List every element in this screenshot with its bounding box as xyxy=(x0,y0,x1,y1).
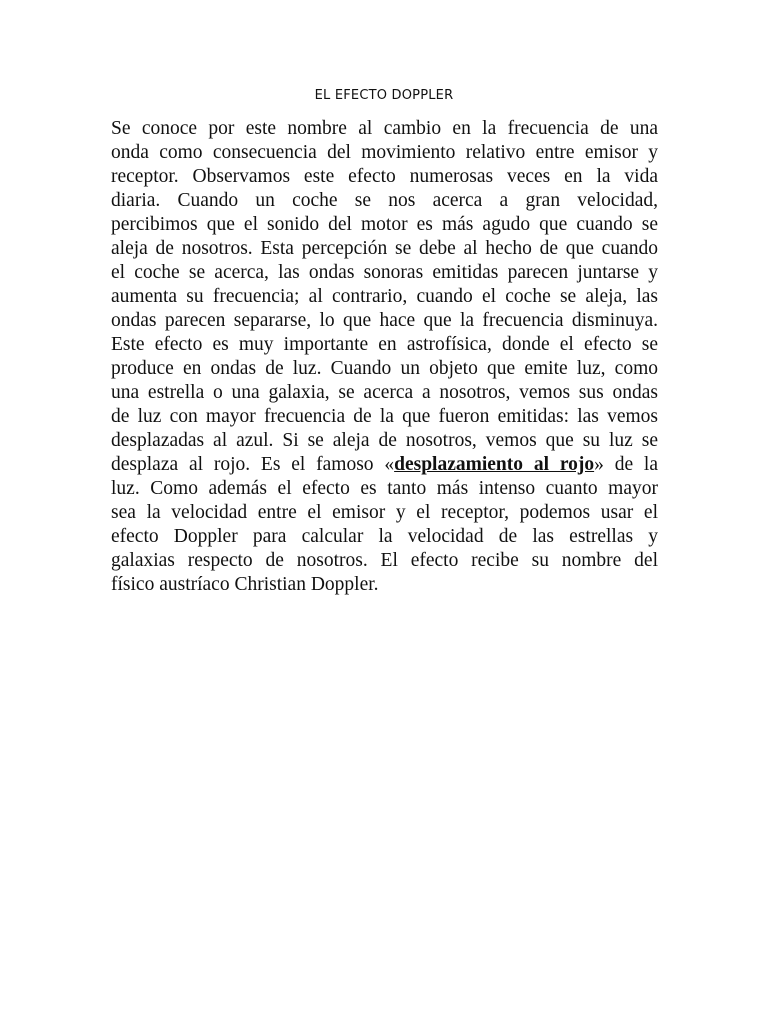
paragraph-line: ondas parecen separarse, lo que hace que la frecuencia disminuya. xyxy=(111,310,658,331)
body-paragraph xyxy=(111,117,658,597)
paragraph-line: desplazadas al azul. Si se aleja de nosotros, vemos que su luz se xyxy=(111,430,658,451)
paragraph-line: Este efecto es muy importante en astrofísica, donde el efecto se xyxy=(111,334,658,355)
paragraph-line: sea la velocidad entre el emisor y el receptor, podemos usar el xyxy=(111,502,658,523)
line-text-before: desplaza al rojo. Es el famoso « xyxy=(111,454,395,475)
paragraph-line: aleja de nosotros. Esta percepción se debe al hecho de que cuando xyxy=(111,238,658,259)
paragraph-line: produce en ondas de luz. Cuando un objeto que emite luz, como xyxy=(111,358,658,379)
paragraph-line-redshift xyxy=(111,453,658,477)
paragraph-line: de luz con mayor frecuencia de la que fueron emitidas: las vemos xyxy=(111,406,658,427)
paragraph-line: efecto Doppler para calcular la velocidad de las estrellas y xyxy=(111,526,658,547)
emphasized-term: desplazamiento al rojo xyxy=(394,454,595,475)
paragraph-line: el coche se acerca, las ondas sonoras emitidas parecen juntarse y xyxy=(111,262,658,283)
paragraph-line: aumenta su frecuencia; al contrario, cuando el coche se aleja, las xyxy=(111,286,658,307)
paragraph-line: galaxias respecto de nosotros. El efecto recibe su nombre del xyxy=(111,550,658,571)
paragraph-line: luz. Como además el efecto es tanto más intenso cuanto mayor xyxy=(111,478,658,499)
line-text-after: » de la xyxy=(594,454,658,475)
paragraph-line: Se conoce por este nombre al cambio en la frecuencia de una xyxy=(111,118,658,139)
paragraph-line: diaria. Cuando un coche se nos acerca a gran velocidad, xyxy=(111,190,658,211)
paragraph-line: receptor. Observamos este efecto numerosas veces en la vida xyxy=(111,166,658,187)
paragraph-line: onda como consecuencia del movimiento relativo entre emisor y xyxy=(111,142,658,163)
paragraph-line: percibimos que el sonido del motor es más agudo que cuando se xyxy=(111,214,658,235)
paragraph-line: físico austríaco Christian Doppler. xyxy=(111,574,379,595)
paragraph-line: una estrella o una galaxia, se acerca a nosotros, vemos sus ondas xyxy=(111,382,658,403)
document-title: EL EFECTO DOPPLER xyxy=(314,88,454,103)
